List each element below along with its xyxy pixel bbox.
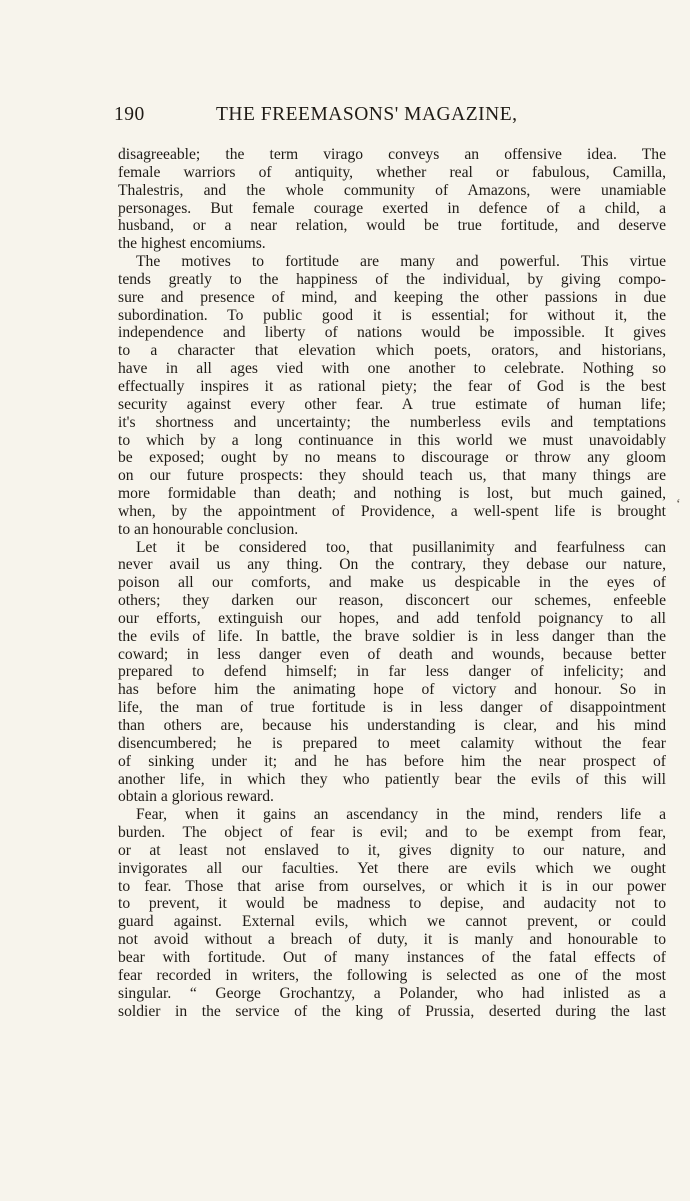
- text-line: to a character that elevation which poets, orators, and historians,: [118, 342, 666, 360]
- text-line: have in all ages vied with one another to celebrate. Nothing so: [118, 360, 666, 378]
- paragraph-4: [118, 806, 666, 1020]
- text-line: guard against. External evils, which we cannot prevent, or could: [118, 913, 666, 931]
- text-line: fear recorded in writers, the following is selected as one of the most: [118, 966, 666, 984]
- text-line: soldier in the service of the king of Prussia, deserted during the last: [118, 1002, 666, 1020]
- text-line: disencumbered; he is prepared to meet calamity without the fear: [118, 734, 666, 752]
- text-line: sure and presence of mind, and keeping the other passions in due: [118, 288, 666, 306]
- text-line: our efforts, extinguish our hopes, and add tenfold poignancy to all: [118, 609, 666, 627]
- paragraph-2: [118, 253, 666, 539]
- text-line: bear with fortitude. Out of many instances of the fatal effects of: [118, 948, 666, 966]
- text-line: singular. “ George Grochantzy, a Polander, who had inlisted as a: [118, 984, 666, 1002]
- text-line: Let it be considered too, that pusillanimity and fearfulness can: [136, 538, 666, 556]
- text-line: or at least not enslaved to it, gives dignity to our nature, and: [118, 841, 666, 859]
- text-line: life, the man of true fortitude is in less danger of disappointment: [118, 699, 666, 717]
- text-line: to fear. Those that arise from ourselves, or which it is in our power: [118, 877, 666, 895]
- text-line: prepared to defend himself; in far less danger of infelicity; and: [118, 663, 666, 681]
- text-line: Fear, when it gains an ascendancy in the mind, renders life a: [136, 806, 666, 824]
- text-line: personages. But female courage exerted in defence of a child, a: [118, 199, 666, 217]
- text-line: not avoid without a breach of duty, it is manly and honourable to: [118, 931, 666, 949]
- text-line: tends greatly to the happiness of the individual, by giving compo-: [118, 270, 666, 288]
- text-line: subordination. To public good it is essential; for without it, the: [118, 306, 666, 324]
- text-line: effectually inspires it as rational piety; the fear of God is the best: [118, 377, 666, 395]
- text-line: has before him the animating hope of victory and honour. So in: [118, 681, 666, 699]
- text-line: The motives to fortitude are many and powerful. This virtue: [136, 253, 666, 271]
- body-text: [118, 146, 666, 1020]
- page-number: 190: [114, 104, 145, 125]
- text-line: be exposed; ought by no means to discourage or throw any gloom: [118, 449, 666, 467]
- running-title: THE FREEMASONS' MAGAZINE,: [216, 104, 518, 125]
- margin-mark: ‘: [676, 497, 681, 512]
- text-line: another life, in which they who patiently bear the evils of this will: [118, 770, 666, 788]
- text-line: disagreeable; the term virago conveys an offensive idea. The: [118, 146, 666, 163]
- paragraph-3: [118, 539, 666, 807]
- text-line: others; they darken our reason, disconcert our schemes, enfeeble: [118, 592, 666, 610]
- page-header: [114, 104, 674, 128]
- text-line: obtain a glorious reward.: [118, 788, 274, 806]
- text-line: than others are, because his understanding is clear, and his mind: [118, 717, 666, 734]
- text-line: never avail us any thing. On the contrary, they debase our nature,: [118, 556, 666, 574]
- text-line: female warriors of antiquity, whether real or fabulous, Camilla,: [118, 163, 666, 181]
- text-line: the highest encomiums.: [118, 235, 266, 253]
- text-line: independence and liberty of nations would be impossible. It gives: [118, 324, 666, 342]
- text-line: husband, or a near relation, would be true fortitude, and deserve: [118, 217, 666, 235]
- text-line: more formidable than death; and nothing is lost, but much gained,: [118, 485, 666, 503]
- text-line: poison all our comforts, and make us despicable in the eyes of: [118, 574, 666, 592]
- text-line: burden. The object of fear is evil; and to be exempt from fear,: [118, 824, 666, 842]
- text-line: coward; in less danger even of death and wounds, because better: [118, 645, 666, 663]
- text-line: to which by a long continuance in this world we must unavoidably: [118, 431, 666, 449]
- text-line: on our future prospects: they should teach us, that many things are: [118, 467, 666, 485]
- text-line: the evils of life. In battle, the brave soldier is in less danger than the: [118, 627, 666, 645]
- text-line: of sinking under it; and he has before him the near prospect of: [118, 752, 666, 770]
- text-line: to an honourable conclusion.: [118, 520, 299, 538]
- text-line: Thalestris, and the whole community of Amazons, were unamiable: [118, 181, 666, 199]
- text-line: it's shortness and uncertainty; the numberless evils and temptations: [118, 413, 666, 431]
- text-line: when, by the appointment of Providence, a well-spent life is brought: [118, 502, 666, 520]
- paragraph-1: [118, 146, 666, 253]
- text-line: invigorates all our faculties. Yet there are evils which we ought: [118, 859, 666, 877]
- text-line: to prevent, it would be madness to depise, and audacity not to: [118, 895, 666, 913]
- text-line: security against every other fear. A true estimate of human life;: [118, 395, 666, 413]
